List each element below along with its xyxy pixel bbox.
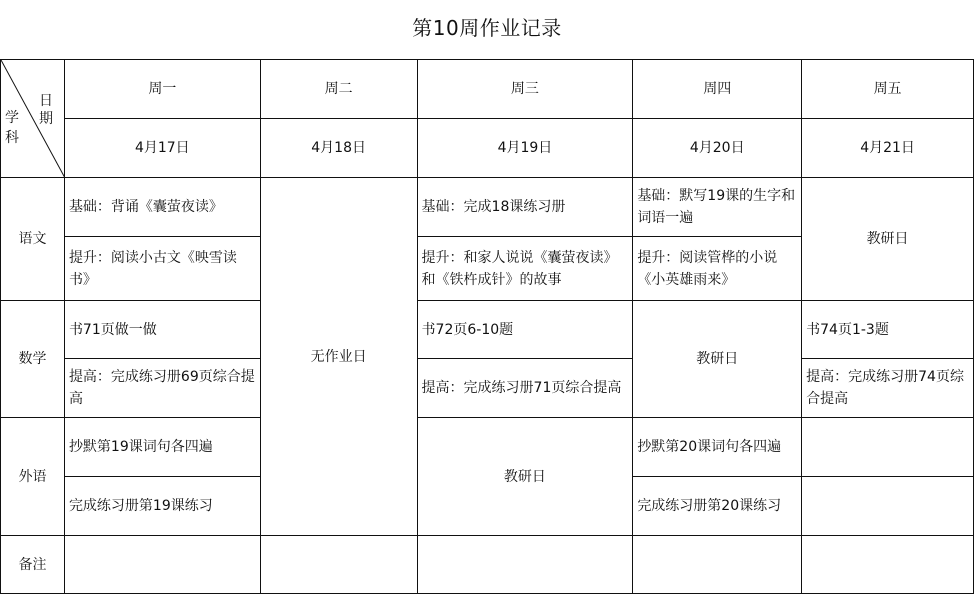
day-header-thu: 周四 <box>633 60 802 119</box>
corner-label-subject-2: 科 <box>5 130 19 146</box>
chinese-mon-basic: 基础：背诵《囊萤夜读》 <box>64 178 260 237</box>
date-tue: 4月18日 <box>260 119 417 178</box>
math-mon-2: 提高：完成练习册69页综合提高 <box>64 359 260 418</box>
math-wed-2: 提高：完成练习册71页综合提高 <box>417 359 633 418</box>
chinese-mon-advanced: 提升：阅读小古文《映雪读书》 <box>64 237 260 301</box>
corner-label-subject-1: 学 <box>5 110 19 126</box>
subject-math: 数学 <box>1 301 65 418</box>
date-thu: 4月20日 <box>633 119 802 178</box>
chinese-wed-basic: 基础：完成18课练习册 <box>417 178 633 237</box>
chinese-fri-research: 教研日 <box>802 178 974 301</box>
english-thu-2: 完成练习册第20课练习 <box>633 477 802 536</box>
english-fri-2-empty <box>802 477 974 536</box>
subject-english: 外语 <box>1 418 65 536</box>
english-wed-research: 教研日 <box>417 418 633 536</box>
notes-thu <box>633 536 802 594</box>
english-mon-2: 完成练习册第19课练习 <box>64 477 260 536</box>
date-mon: 4月17日 <box>64 119 260 178</box>
subject-notes: 备注 <box>1 536 65 594</box>
english-mon-1: 抄默第19课词句各四遍 <box>64 418 260 477</box>
english-fri-1-empty <box>802 418 974 477</box>
day-header-wed: 周三 <box>417 60 633 119</box>
chinese-thu-basic: 基础：默写19课的生字和词语一遍 <box>633 178 802 237</box>
chinese-wed-advanced: 提升：和家人说说《囊萤夜读》和《铁杵成针》的故事 <box>417 237 633 301</box>
math-fri-1: 书74页1-3题 <box>802 301 974 359</box>
header-corner <box>1 60 65 178</box>
math-wed-1: 书72页6-10题 <box>417 301 633 359</box>
page-title: 第10周作业记录 <box>412 16 562 40</box>
notes-mon <box>64 536 260 594</box>
corner-label-date-2: 期 <box>39 111 53 127</box>
math-fri-2: 提高：完成练习册74页综合提高 <box>802 359 974 418</box>
date-wed: 4月19日 <box>417 119 633 178</box>
corner-label-date-1: 日 <box>39 93 53 109</box>
day-header-fri: 周五 <box>802 60 974 119</box>
day-header-mon: 周一 <box>64 60 260 119</box>
math-mon-1: 书71页做一做 <box>64 301 260 359</box>
day-header-tue: 周二 <box>260 60 417 119</box>
subject-chinese: 语文 <box>1 178 65 301</box>
english-thu-1: 抄默第20课词句各四遍 <box>633 418 802 477</box>
math-thu-research: 教研日 <box>633 301 802 418</box>
notes-wed <box>417 536 633 594</box>
tue-no-homework: 无作业日 <box>260 178 417 536</box>
notes-tue <box>260 536 417 594</box>
chinese-thu-advanced: 提升：阅读管桦的小说《小英雄雨来》 <box>633 237 802 301</box>
homework-table <box>0 59 974 594</box>
notes-fri <box>802 536 974 594</box>
date-fri: 4月21日 <box>802 119 974 178</box>
